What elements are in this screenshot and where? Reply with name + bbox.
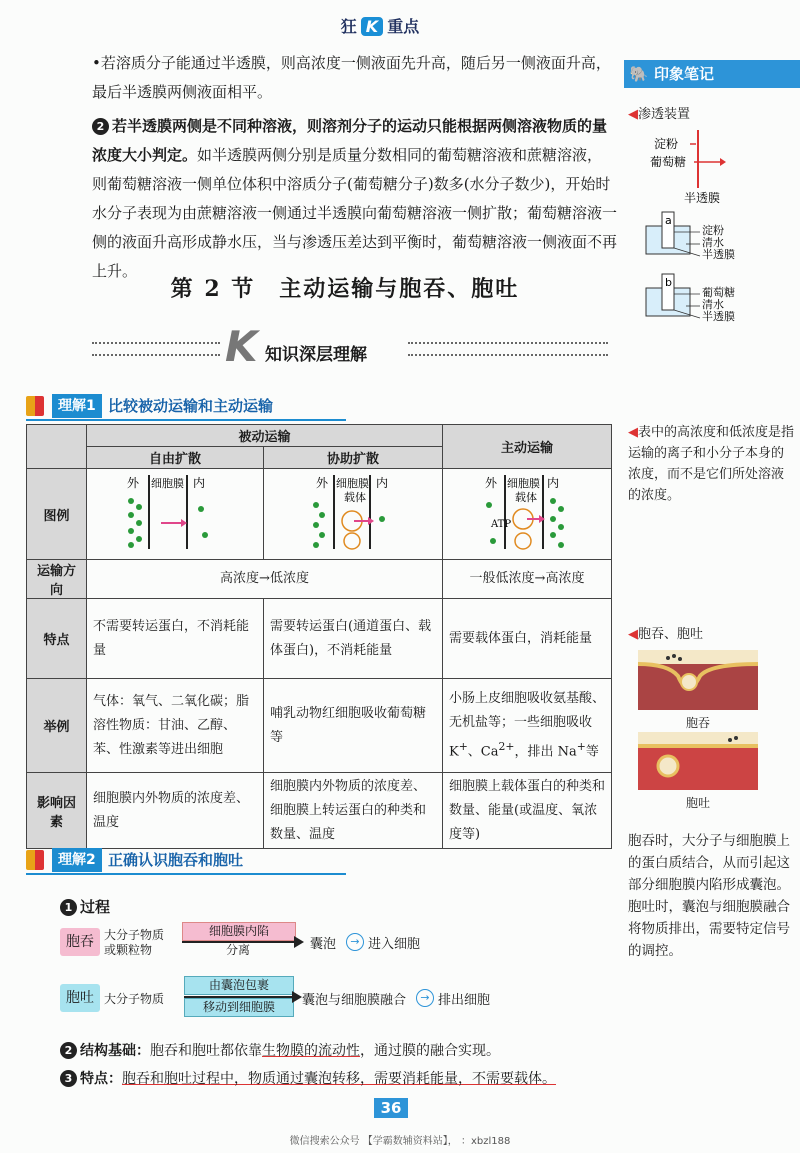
arrow-circle-icon: → — [346, 933, 364, 951]
fig-free-diffusion — [87, 469, 264, 560]
header-free-diffusion: 自由扩散 — [87, 447, 264, 469]
sup-na: + — [576, 739, 586, 753]
k-glyph: K — [225, 322, 258, 371]
label-atp: ATP — [491, 519, 512, 530]
transport-comparison-table — [26, 424, 612, 849]
feature-active: 需要载体蛋白，消耗能量 — [443, 599, 612, 679]
exo-arrow-line — [184, 996, 294, 998]
basis-underlined: 生物膜的流动性 — [262, 1043, 360, 1059]
label-a: a — [665, 214, 672, 227]
exo-fusion: 囊泡与细胞膜融合 — [302, 993, 407, 1008]
label-carrier: 载体 — [515, 491, 537, 504]
exo-step-2: 移动到细胞膜 — [184, 998, 294, 1017]
sidebar-note-2: 胞吞时，大分子与细胞膜上的蛋白质结合，从而引起这部分细胞膜内陷形成囊泡。胞吐时，囊泡与细胞膜融合将物质排出，需要特定信号的调控。 — [628, 833, 790, 959]
endo-result: 进入细胞 — [368, 937, 421, 952]
endo-step-1: 细胞膜内陷 — [182, 922, 296, 941]
label-out: 外 — [127, 476, 140, 490]
sidebar-note-1 — [628, 422, 794, 506]
b-water: 清水 — [702, 298, 724, 311]
basis-text-a: 胞吞和胞吐都依靠 — [150, 1043, 262, 1059]
structural-basis — [60, 1040, 500, 1060]
exocytosis-image — [638, 732, 758, 790]
dotted-rule-right — [408, 342, 608, 356]
endo-arrow-group — [182, 922, 306, 962]
ex-active-c: ，排出 Na — [514, 744, 577, 760]
osmo-starch-label: 淀粉 — [654, 137, 679, 151]
exocytosis-label: 胞吐 — [60, 984, 100, 1012]
trait-line — [60, 1068, 556, 1088]
endo-step-2: 分离 — [225, 943, 250, 957]
row-features: 特点 — [27, 599, 87, 679]
endo-exo-title-text: 胞吞、胞吐 — [638, 627, 704, 642]
triangle-left-icon: ◀ — [628, 627, 638, 642]
sup-ca: 2+ — [498, 739, 515, 753]
exo-result: 排出细胞 — [438, 993, 491, 1008]
sidebar-title: 印象笔记 — [654, 65, 715, 83]
fig-active-transport — [443, 469, 612, 560]
number-2-badge: 2 — [60, 1042, 77, 1059]
footer: 微信搜索公众号 【学霸数辅资料站】， ：xbzl188 — [289, 1136, 511, 1147]
page-number: 36 — [374, 1098, 408, 1118]
knowledge-title: 知识深层理解 — [265, 345, 367, 365]
header-facilitated-diffusion: 协助扩散 — [264, 447, 443, 469]
osmosis-title — [628, 104, 690, 125]
basis-text-b: ，通过膜的融合实现。 — [360, 1043, 500, 1059]
example-active — [443, 679, 612, 773]
fig-facilitated-diffusion — [264, 469, 443, 560]
row-factors: 影响因素 — [27, 773, 87, 849]
label-out: 外 — [316, 476, 329, 490]
active-transport-diagram — [443, 469, 611, 555]
intro-bullet — [92, 49, 617, 107]
ex-active-d: 等 — [585, 744, 599, 760]
a-membrane: 半透膜 — [702, 248, 735, 261]
label-membrane: 细胞膜 — [336, 477, 369, 490]
exo-arrow-group — [184, 976, 304, 1018]
intro-paragraph-2 — [92, 112, 617, 286]
knowledge-badge — [225, 322, 405, 371]
section-title: 第 2 节 主动运输与胞吞、胞吐 — [170, 276, 520, 302]
factor-active: 细胞膜上载体蛋白的种类和数量、能量(或温度、氧浓度等) — [443, 773, 612, 849]
arrow-right-icon — [292, 991, 302, 1003]
direction-passive: 高浓度→低浓度 — [87, 560, 443, 599]
number-2-badge: 2 — [92, 118, 109, 135]
row-figure: 图例 — [27, 469, 87, 560]
label-membrane: 细胞膜 — [151, 477, 184, 490]
header-right: 重点 — [387, 17, 420, 36]
note1-text: 表中的高浓度和低浓度是指运输的离子和小分子本身的浓度，而不是它们所处溶液的浓度。 — [628, 425, 795, 503]
facilitated-diffusion-diagram — [264, 469, 442, 555]
trait-label: 特点： — [80, 1071, 122, 1087]
row-direction: 运输方向 — [27, 560, 87, 599]
book-icon — [26, 850, 44, 870]
feature-free: 不需要转运蛋白，不消耗能量 — [87, 599, 264, 679]
sup-k: + — [458, 739, 468, 753]
u2-underline — [26, 873, 346, 875]
b-membrane: 半透膜 — [702, 310, 735, 323]
label-carrier: 载体 — [344, 491, 366, 504]
u2-title: 正确认识胞吞和胞吐 — [108, 851, 244, 869]
u1-title: 比较被动运输和主动运输 — [108, 397, 274, 415]
a-water: 清水 — [702, 236, 724, 249]
ex-active-a: 小肠上皮细胞吸收氨基酸、无机盐等；一些细胞吸收 K — [449, 690, 606, 760]
endo-vesicle: 囊泡 — [310, 937, 337, 952]
number-1-badge: 1 — [60, 899, 77, 916]
arrow-right-icon — [294, 936, 304, 948]
row-examples: 举例 — [27, 679, 87, 773]
endocytosis-image — [638, 650, 758, 710]
example-facilitated: 哺乳动物红细胞吸收葡萄糖等 — [264, 679, 443, 773]
label-out: 外 — [485, 476, 498, 490]
b-glucose: 葡萄糖 — [702, 286, 735, 299]
label-membrane: 细胞膜 — [507, 477, 540, 490]
number-3-badge: 3 — [60, 1070, 77, 1087]
label-b: b — [665, 276, 672, 289]
feature-facilitated: 需要转运蛋白(通道蛋白、载体蛋白)，不消耗能量 — [264, 599, 443, 679]
bullet-text: •若溶质分子能通过半透膜，则高浓度一侧液面先升高，随后另一侧液面升高，最后半透膜两侧液面相平。 — [92, 54, 611, 101]
header-passive: 被动运输 — [87, 425, 443, 447]
factor-free: 细胞膜内外物质的浓度差、温度 — [87, 773, 264, 849]
endo-sub-2: 或颗粒物 — [104, 943, 153, 957]
label-in: 内 — [547, 476, 560, 490]
endo-arrow-line — [182, 941, 296, 943]
running-header — [300, 14, 460, 37]
exo-step-1: 由囊泡包裹 — [184, 976, 294, 995]
label-in: 内 — [193, 476, 206, 490]
free-diffusion-diagram — [87, 469, 263, 555]
exo-caption: 胞吐 — [686, 796, 711, 810]
knowledge-bar — [0, 322, 610, 371]
process-label: 过程 — [80, 898, 111, 916]
arrow-circle-icon: → — [416, 989, 434, 1007]
ex-active-b: 、Ca — [467, 744, 499, 760]
dotted-rule-left — [92, 342, 220, 356]
p2-rest: 如半透膜两侧分别是质量分数相同的葡萄糖溶液和蔗糖溶液，则葡萄糖溶液一侧单位体积中溶质分子(葡萄糖分子)数多(水分子数少)，开始时水分子表现为由蔗糖溶液一侧通过半透膜向葡萄糖溶液一侧扩散；葡萄糖溶液一侧的液面升高形成静水压，当与渗透压差达到平衡时，葡萄糖溶液一侧液面不再上升。 — [92, 146, 618, 280]
endo-sub-1: 大分子物质 — [104, 928, 165, 942]
endocytosis-label: 胞吞 — [60, 928, 100, 956]
basis-label: 结构基础： — [80, 1043, 150, 1059]
exo-substance: 大分子物质 — [104, 992, 165, 1006]
osmo-glucose-label: 葡萄糖 — [650, 155, 687, 169]
direction-active: 一般低浓度→高浓度 — [443, 560, 612, 599]
trait-text: 胞吞和胞吐过程中，物质通过囊泡转移，需要消耗能量，不需要载体。 — [122, 1071, 556, 1087]
label-in: 内 — [376, 476, 389, 490]
understanding-1-header — [26, 394, 356, 418]
endo-substance — [104, 928, 164, 958]
p2-bold: 若半透膜两侧是不同种溶液，则溶剂分子的运动只能根据两侧溶液物质的量浓度大小判定。 — [92, 117, 608, 164]
u2-tag: 理解2 — [52, 848, 102, 872]
osmo-membrane-label: 半透膜 — [684, 191, 721, 205]
triangle-left-icon: ◀ — [628, 425, 638, 440]
triangle-left-icon: ◀ — [628, 107, 638, 122]
understanding-2-header — [26, 848, 356, 872]
endo-caption: 胞吞 — [686, 716, 711, 730]
example-free: 气体：氧气、二氧化碳；脂溶性物质：甘油、乙醇、苯、性激素等进出细胞 — [87, 679, 264, 773]
u1-underline — [26, 419, 346, 421]
book-icon — [26, 396, 44, 416]
elephant-icon: 🐘 — [629, 65, 649, 83]
factor-facilitated: 细胞膜内外物质的浓度差、细胞膜上转运蛋白的种类和数量、温度 — [264, 773, 443, 849]
u1-tag: 理解1 — [52, 394, 102, 418]
k-logo: K — [361, 17, 383, 36]
osmosis-title-text: 渗透装置 — [638, 107, 691, 122]
corner-cell — [27, 425, 87, 469]
sidebar-header — [624, 60, 800, 88]
a-starch: 淀粉 — [702, 224, 724, 237]
process-heading — [60, 896, 110, 917]
header-active: 主动运输 — [443, 425, 612, 469]
endo-exo-title — [628, 624, 703, 645]
header-left: 狂 — [340, 17, 357, 36]
osmosis-apparatus-diagram — [640, 128, 790, 338]
